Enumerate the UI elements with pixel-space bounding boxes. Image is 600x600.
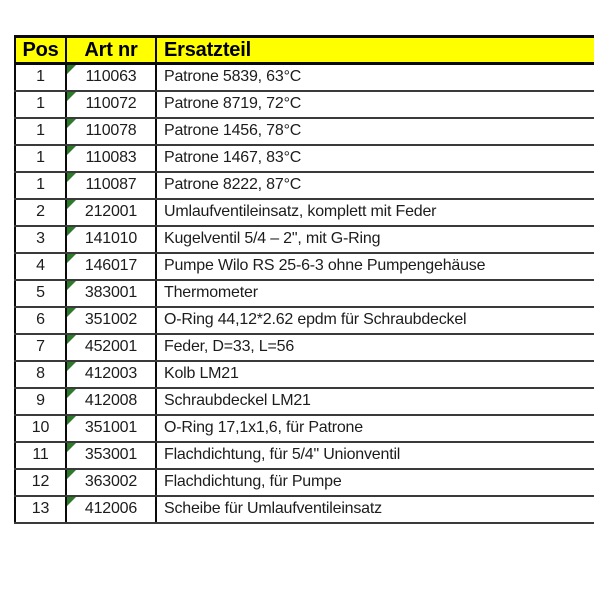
green-corner-flag-icon [67, 146, 76, 155]
green-corner-flag-icon [67, 443, 76, 452]
cell-pos: 4 [15, 253, 66, 280]
table-row [15, 253, 594, 280]
column-header-pos: Pos [15, 37, 66, 64]
table-row [15, 64, 594, 91]
cell-ersatzteil: Kolb LM21 [156, 361, 594, 388]
green-corner-flag-icon [67, 308, 76, 317]
table-row [15, 307, 594, 334]
cell-pos: 13 [15, 496, 66, 523]
cell-artnr-value: 110063 [85, 68, 137, 86]
table-row [15, 199, 594, 226]
cell-ersatzteil: Schraubdeckel LM21 [156, 388, 594, 415]
cell-artnr [66, 91, 156, 118]
cell-artnr [66, 361, 156, 388]
cell-artnr [66, 442, 156, 469]
green-corner-flag-icon [67, 416, 76, 425]
parts-table [14, 35, 594, 524]
cell-pos: 5 [15, 280, 66, 307]
cell-artnr [66, 145, 156, 172]
column-header-artnr: Art nr [66, 37, 156, 64]
cell-pos: 3 [15, 226, 66, 253]
green-corner-flag-icon [67, 281, 76, 290]
table-row [15, 496, 594, 523]
table-row [15, 442, 594, 469]
cell-ersatzteil: O-Ring 44,12*2.62 epdm für Schraubdeckel [156, 307, 594, 334]
cell-artnr [66, 253, 156, 280]
column-header-ersatzteil: Ersatzteil [156, 37, 594, 64]
green-corner-flag-icon [67, 65, 76, 74]
table-row [15, 145, 594, 172]
cell-ersatzteil: Patrone 1467, 83°C [156, 145, 594, 172]
table-body [15, 64, 594, 523]
green-corner-flag-icon [67, 227, 76, 236]
cell-artnr-value: 351001 [84, 419, 138, 436]
cell-ersatzteil: Feder, D=33, L=56 [156, 334, 594, 361]
cell-artnr [66, 226, 156, 253]
cell-artnr-value: 452001 [84, 338, 138, 355]
cell-ersatzteil: Kugelventil 5/4 – 2", mit G-Ring [156, 226, 594, 253]
cell-artnr-value: 363002 [84, 473, 138, 490]
cell-pos: 1 [15, 118, 66, 145]
cell-artnr [66, 496, 156, 523]
cell-ersatzteil: Patrone 1456, 78°C [156, 118, 594, 145]
table-row [15, 361, 594, 388]
cell-artnr [66, 199, 156, 226]
cell-pos: 12 [15, 469, 66, 496]
green-corner-flag-icon [67, 119, 76, 128]
cell-pos: 6 [15, 307, 66, 334]
table-row [15, 172, 594, 199]
cell-pos: 1 [15, 64, 66, 91]
parts-table-container [14, 35, 594, 524]
cell-ersatzteil: Pumpe Wilo RS 25-6-3 ohne Pumpengehäuse [156, 253, 594, 280]
cell-artnr [66, 334, 156, 361]
table-row [15, 280, 594, 307]
cell-artnr-value: 110083 [85, 149, 137, 166]
cell-ersatzteil: Patrone 8719, 72°C [156, 91, 594, 118]
table-row [15, 415, 594, 442]
cell-artnr-value: 351002 [84, 311, 138, 328]
cell-ersatzteil: Flachdichtung, für 5/4" Unionventil [156, 442, 594, 469]
cell-ersatzteil: Thermometer [156, 280, 594, 307]
cell-pos: 10 [15, 415, 66, 442]
cell-artnr-value: 412006 [84, 500, 138, 517]
green-corner-flag-icon [67, 335, 76, 344]
cell-ersatzteil: Scheibe für Umlaufventileinsatz [156, 496, 594, 523]
cell-artnr-value: 412003 [84, 365, 138, 382]
cell-pos: 1 [15, 172, 66, 199]
cell-ersatzteil: O-Ring 17,1x1,6, für Patrone [156, 415, 594, 442]
cell-pos: 8 [15, 361, 66, 388]
cell-ersatzteil: Patrone 8222, 87°C [156, 172, 594, 199]
table-row [15, 469, 594, 496]
green-corner-flag-icon [67, 389, 76, 398]
green-corner-flag-icon [67, 362, 76, 371]
table-row [15, 226, 594, 253]
green-corner-flag-icon [67, 92, 76, 101]
cell-pos: 2 [15, 199, 66, 226]
cell-artnr [66, 64, 156, 91]
cell-artnr-value: 383001 [84, 284, 138, 301]
table-row [15, 91, 594, 118]
cell-artnr-value: 110087 [85, 176, 137, 193]
cell-artnr-value: 110078 [85, 122, 137, 139]
table-row [15, 388, 594, 415]
cell-pos: 1 [15, 91, 66, 118]
green-corner-flag-icon [67, 497, 76, 506]
green-corner-flag-icon [67, 200, 76, 209]
cell-artnr [66, 415, 156, 442]
cell-artnr [66, 280, 156, 307]
cell-artnr-value: 110072 [85, 95, 137, 112]
cell-artnr-value: 212001 [84, 203, 138, 220]
cell-artnr [66, 172, 156, 199]
cell-pos: 1 [15, 145, 66, 172]
green-corner-flag-icon [67, 254, 76, 263]
green-corner-flag-icon [67, 470, 76, 479]
cell-ersatzteil: Flachdichtung, für Pumpe [156, 469, 594, 496]
table-row [15, 118, 594, 145]
cell-pos: 11 [15, 442, 66, 469]
cell-pos: 9 [15, 388, 66, 415]
cell-artnr-value: 146017 [84, 257, 138, 274]
cell-artnr [66, 118, 156, 145]
cell-artnr-value: 412008 [84, 392, 138, 409]
cell-artnr-value: 353001 [84, 446, 138, 463]
green-corner-flag-icon [67, 173, 76, 182]
cell-ersatzteil: Umlaufventileinsatz, komplett mit Feder [156, 199, 594, 226]
header-row [15, 37, 594, 64]
table-row [15, 334, 594, 361]
cell-ersatzteil: Patrone 5839, 63°C [156, 64, 594, 91]
cell-artnr [66, 469, 156, 496]
cell-artnr [66, 307, 156, 334]
cell-artnr [66, 388, 156, 415]
cell-artnr-value: 141010 [84, 230, 138, 247]
cell-pos: 7 [15, 334, 66, 361]
